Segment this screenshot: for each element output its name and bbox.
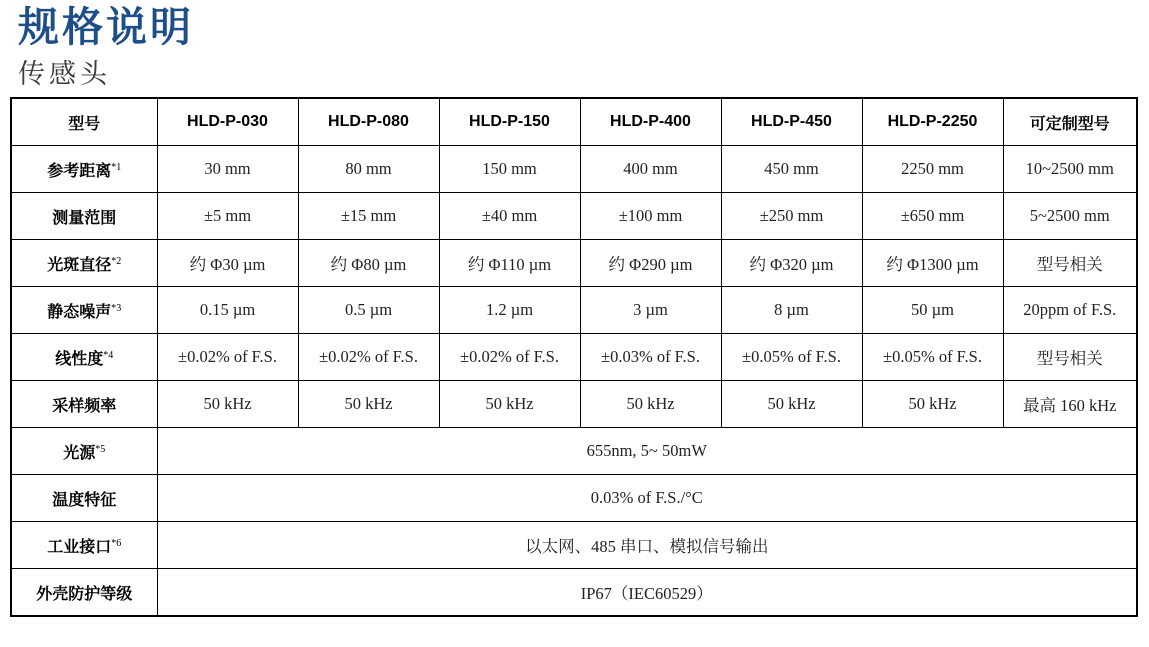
row-label-text: 采样频率 [52, 395, 117, 415]
table-cell: 450 mm [721, 146, 862, 193]
table-cell: 3 µm [580, 287, 721, 334]
table-cell: ±0.02% of F.S. [157, 334, 298, 381]
table-cell: 0.15 µm [157, 287, 298, 334]
table-cell: ±0.05% of F.S. [862, 334, 1003, 381]
table-cell: 50 kHz [439, 381, 580, 428]
table-cell: ±650 mm [862, 193, 1003, 240]
header-model-name: HLD-P-030 [157, 98, 298, 146]
table-cell: 约 Φ290 µm [580, 240, 721, 287]
table-cell-merged: 655nm, 5~ 50mW [157, 428, 1137, 475]
table-cell: 约 Φ1300 µm [862, 240, 1003, 287]
table-cell: 2250 mm [862, 146, 1003, 193]
table-cell: 10~2500 mm [1003, 146, 1137, 193]
table-row-merged [11, 522, 1137, 569]
header-model-name: HLD-P-2250 [862, 98, 1003, 146]
row-label-text: 外壳防护等级 [36, 583, 133, 603]
table-cell: ±250 mm [721, 193, 862, 240]
row-label-text: 参考距离 [47, 160, 112, 180]
table-cell: ±100 mm [580, 193, 721, 240]
table-row [11, 146, 1137, 193]
footnote-marker: *6 [111, 537, 122, 549]
header-model-name: HLD-P-150 [439, 98, 580, 146]
table-header-row [11, 98, 1137, 146]
table-cell: 约 Φ80 µm [298, 240, 439, 287]
table-cell-merged: 0.03% of F.S./°C [157, 475, 1137, 522]
table-row [11, 287, 1137, 334]
section-subtitle: 传感头 [18, 59, 111, 90]
row-label [11, 193, 157, 240]
row-label-text: 光源 [63, 442, 96, 462]
table-cell: 80 mm [298, 146, 439, 193]
table-cell: ±15 mm [298, 193, 439, 240]
footnote-marker: *1 [111, 161, 122, 173]
table-cell: 20ppm of F.S. [1003, 287, 1137, 334]
row-label [11, 428, 157, 475]
header-model-label: 型号 [11, 98, 157, 146]
table-cell: 约 Φ320 µm [721, 240, 862, 287]
table-cell: 400 mm [580, 146, 721, 193]
table-row [11, 381, 1137, 428]
row-label-text: 工业接口 [47, 536, 112, 556]
row-label [11, 569, 157, 617]
table-cell: ±0.02% of F.S. [298, 334, 439, 381]
table-cell: 150 mm [439, 146, 580, 193]
row-label-text: 光斑直径 [47, 254, 112, 274]
header-model-name: HLD-P-080 [298, 98, 439, 146]
table-cell: 约 Φ30 µm [157, 240, 298, 287]
table-cell: 1.2 µm [439, 287, 580, 334]
table-cell: ±0.03% of F.S. [580, 334, 721, 381]
table-cell: 5~2500 mm [1003, 193, 1137, 240]
row-label [11, 522, 157, 569]
table-row [11, 240, 1137, 287]
spec-table-body [11, 98, 1137, 616]
row-label [11, 146, 157, 193]
row-label-text: 温度特征 [52, 489, 117, 509]
footnote-marker: *2 [111, 255, 122, 267]
spec-table [10, 97, 1138, 617]
table-cell: ±0.05% of F.S. [721, 334, 862, 381]
table-cell: ±0.02% of F.S. [439, 334, 580, 381]
page-title: 规格说明 [18, 3, 194, 51]
table-cell: ±5 mm [157, 193, 298, 240]
table-cell-merged: IP67（IEC60529） [157, 569, 1137, 617]
header-model-name: HLD-P-400 [580, 98, 721, 146]
row-label [11, 240, 157, 287]
footnote-marker: *4 [103, 349, 114, 361]
table-cell: 型号相关 [1003, 240, 1137, 287]
table-cell: 0.5 µm [298, 287, 439, 334]
table-cell: 50 kHz [721, 381, 862, 428]
table-row-merged [11, 569, 1137, 617]
footnote-marker: *5 [95, 443, 106, 455]
table-row-merged [11, 428, 1137, 475]
row-label-text: 静态噪声 [47, 301, 112, 321]
table-cell: 型号相关 [1003, 334, 1137, 381]
row-label-text: 线性度 [55, 348, 104, 368]
table-cell: 50 kHz [580, 381, 721, 428]
table-row [11, 334, 1137, 381]
table-cell: 50 kHz [862, 381, 1003, 428]
table-cell: 8 µm [721, 287, 862, 334]
table-row-merged [11, 475, 1137, 522]
row-label [11, 334, 157, 381]
table-row [11, 193, 1137, 240]
table-cell: 50 kHz [298, 381, 439, 428]
header-model-name: 可定制型号 [1003, 98, 1137, 146]
table-cell: 约 Φ110 µm [439, 240, 580, 287]
table-cell: 30 mm [157, 146, 298, 193]
row-label-text: 测量范围 [52, 207, 117, 227]
table-cell: 50 µm [862, 287, 1003, 334]
row-label [11, 287, 157, 334]
table-cell: 最高 160 kHz [1003, 381, 1137, 428]
row-label [11, 475, 157, 522]
table-cell-merged: 以太网、485 串口、模拟信号输出 [157, 522, 1137, 569]
header-model-name: HLD-P-450 [721, 98, 862, 146]
table-cell: 50 kHz [157, 381, 298, 428]
table-cell: ±40 mm [439, 193, 580, 240]
row-label [11, 381, 157, 428]
footnote-marker: *3 [111, 302, 122, 314]
